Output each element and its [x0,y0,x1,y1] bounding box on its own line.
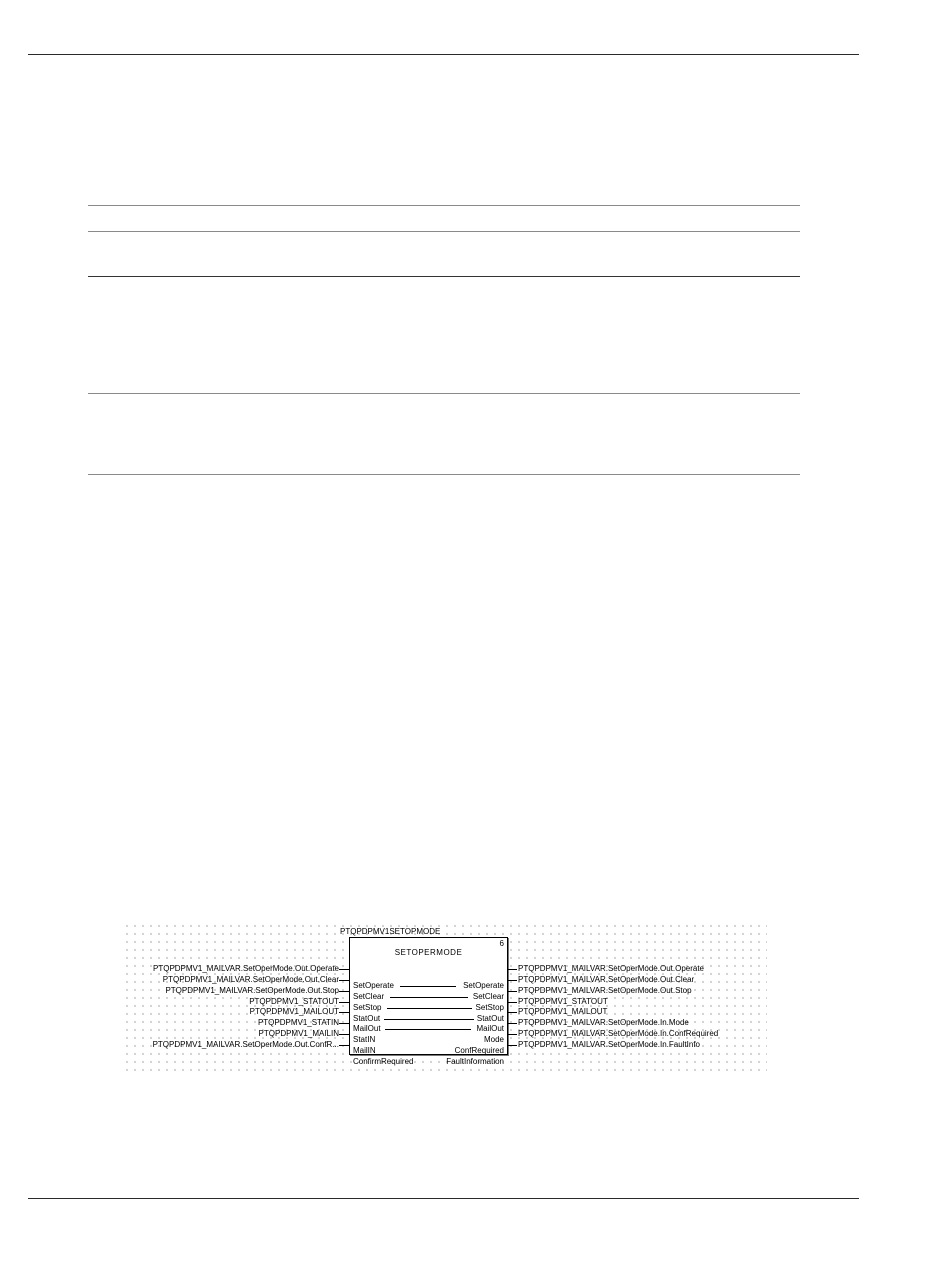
block-output-pin: Mode [483,1035,504,1044]
input-variable-label: PTQPDPMV1_MAILVAR.SetOperMode.Out.Clear [162,975,339,984]
block-title: SETOPERMODE [394,948,463,957]
input-variable-label: PTQPDPMV1_STATOUT [249,997,339,1006]
output-variable-label: PTQPDPMV1_STATOUT [518,997,608,1006]
footer-rule [28,1198,859,1199]
output-variable-label: PTQPDPMV1_MAILOUT [518,1007,608,1016]
internal-connection [385,1029,471,1030]
internal-connection [390,997,468,998]
output-wire [507,1034,517,1035]
function-block[interactable] [349,937,508,1066]
block-output-pin: SetClear [472,992,504,1001]
internal-connection [384,1019,474,1020]
block-input-pin: StatOut [353,1014,381,1023]
input-wire [339,969,349,970]
internal-connection [387,1008,472,1009]
input-wire [339,991,349,992]
output-wire [507,969,517,970]
output-variable-label: PTQPDPMV1_MAILVAR.SetOperMode.In.Mode [518,1018,689,1027]
input-variable-label: PTQPDPMV1_MAILIN [258,1029,339,1038]
block-input-pin: StatIN [353,1035,376,1044]
output-variable-label: PTQPDPMV1_MAILVAR.SetOperMode.Out.Stop [518,986,692,995]
block-input-pin: ConfirmRequired [353,1057,414,1066]
output-wire [507,1045,517,1046]
output-wire [507,980,517,981]
block-output-pin: StatOut [476,1014,504,1023]
block-output-pin: SetStop [475,1003,504,1012]
table-rule [88,231,800,232]
block-output-pin: MailOut [476,1024,504,1033]
input-variable-label: PTQPDPMV1_MAILOUT [249,1007,339,1016]
output-variable-label: PTQPDPMV1_MAILVAR.SetOperMode.In.ConfRequired [518,1029,719,1038]
output-variable-label: PTQPDPMV1_MAILVAR.SetOperMode.Out.Clear [518,975,695,984]
input-wire [339,1034,349,1035]
input-variable-label: PTQPDPMV1_STATIN [257,1018,339,1027]
input-variable-label: PTQPDPMV1_MAILVAR.SetOperMode.Out.Stop [165,986,339,995]
block-input-pin: MailIN [353,1046,376,1055]
input-wire [339,1012,349,1013]
block-output-pin: FaultInformation [446,1057,504,1066]
block-input-pin: SetClear [353,992,385,1001]
table-rule [88,393,800,394]
input-variable-label: PTQPDPMV1_MAILVAR.SetOperMode.Out.ConfR... [152,1040,339,1049]
function-block-diagram [121,921,767,1071]
output-wire [507,1002,517,1003]
block-input-pin: SetStop [353,1003,382,1012]
input-variable-label: PTQPDPMV1_MAILVAR.SetOperMode.Out.Operate [153,964,339,973]
table-rule [88,205,800,206]
output-wire [507,1012,517,1013]
output-wire [507,1023,517,1024]
table-rule [88,474,800,475]
output-variable-label: PTQPDPMV1_MAILVAR.SetOperMode.In.FaultInfo [518,1040,700,1049]
block-input-pin: SetOperate [353,981,394,990]
block-number: 6 [499,939,504,948]
block-output-pin: SetOperate [463,981,504,990]
input-wire [339,1045,349,1046]
header-rule [28,54,859,55]
input-wire [339,980,349,981]
output-wire [507,991,517,992]
output-variable-label: PTQPDPMV1_MAILVAR.SetOperMode.Out.Operate [518,964,704,973]
block-input-pin: MailOut [353,1024,381,1033]
instance-name: PTQPDPMV1SETOPMODE [340,927,441,936]
input-wire [339,1002,349,1003]
table-rule [88,276,800,277]
internal-connection [400,986,456,987]
input-wire [339,1023,349,1024]
block-output-pin: ConfRequired [454,1046,504,1055]
